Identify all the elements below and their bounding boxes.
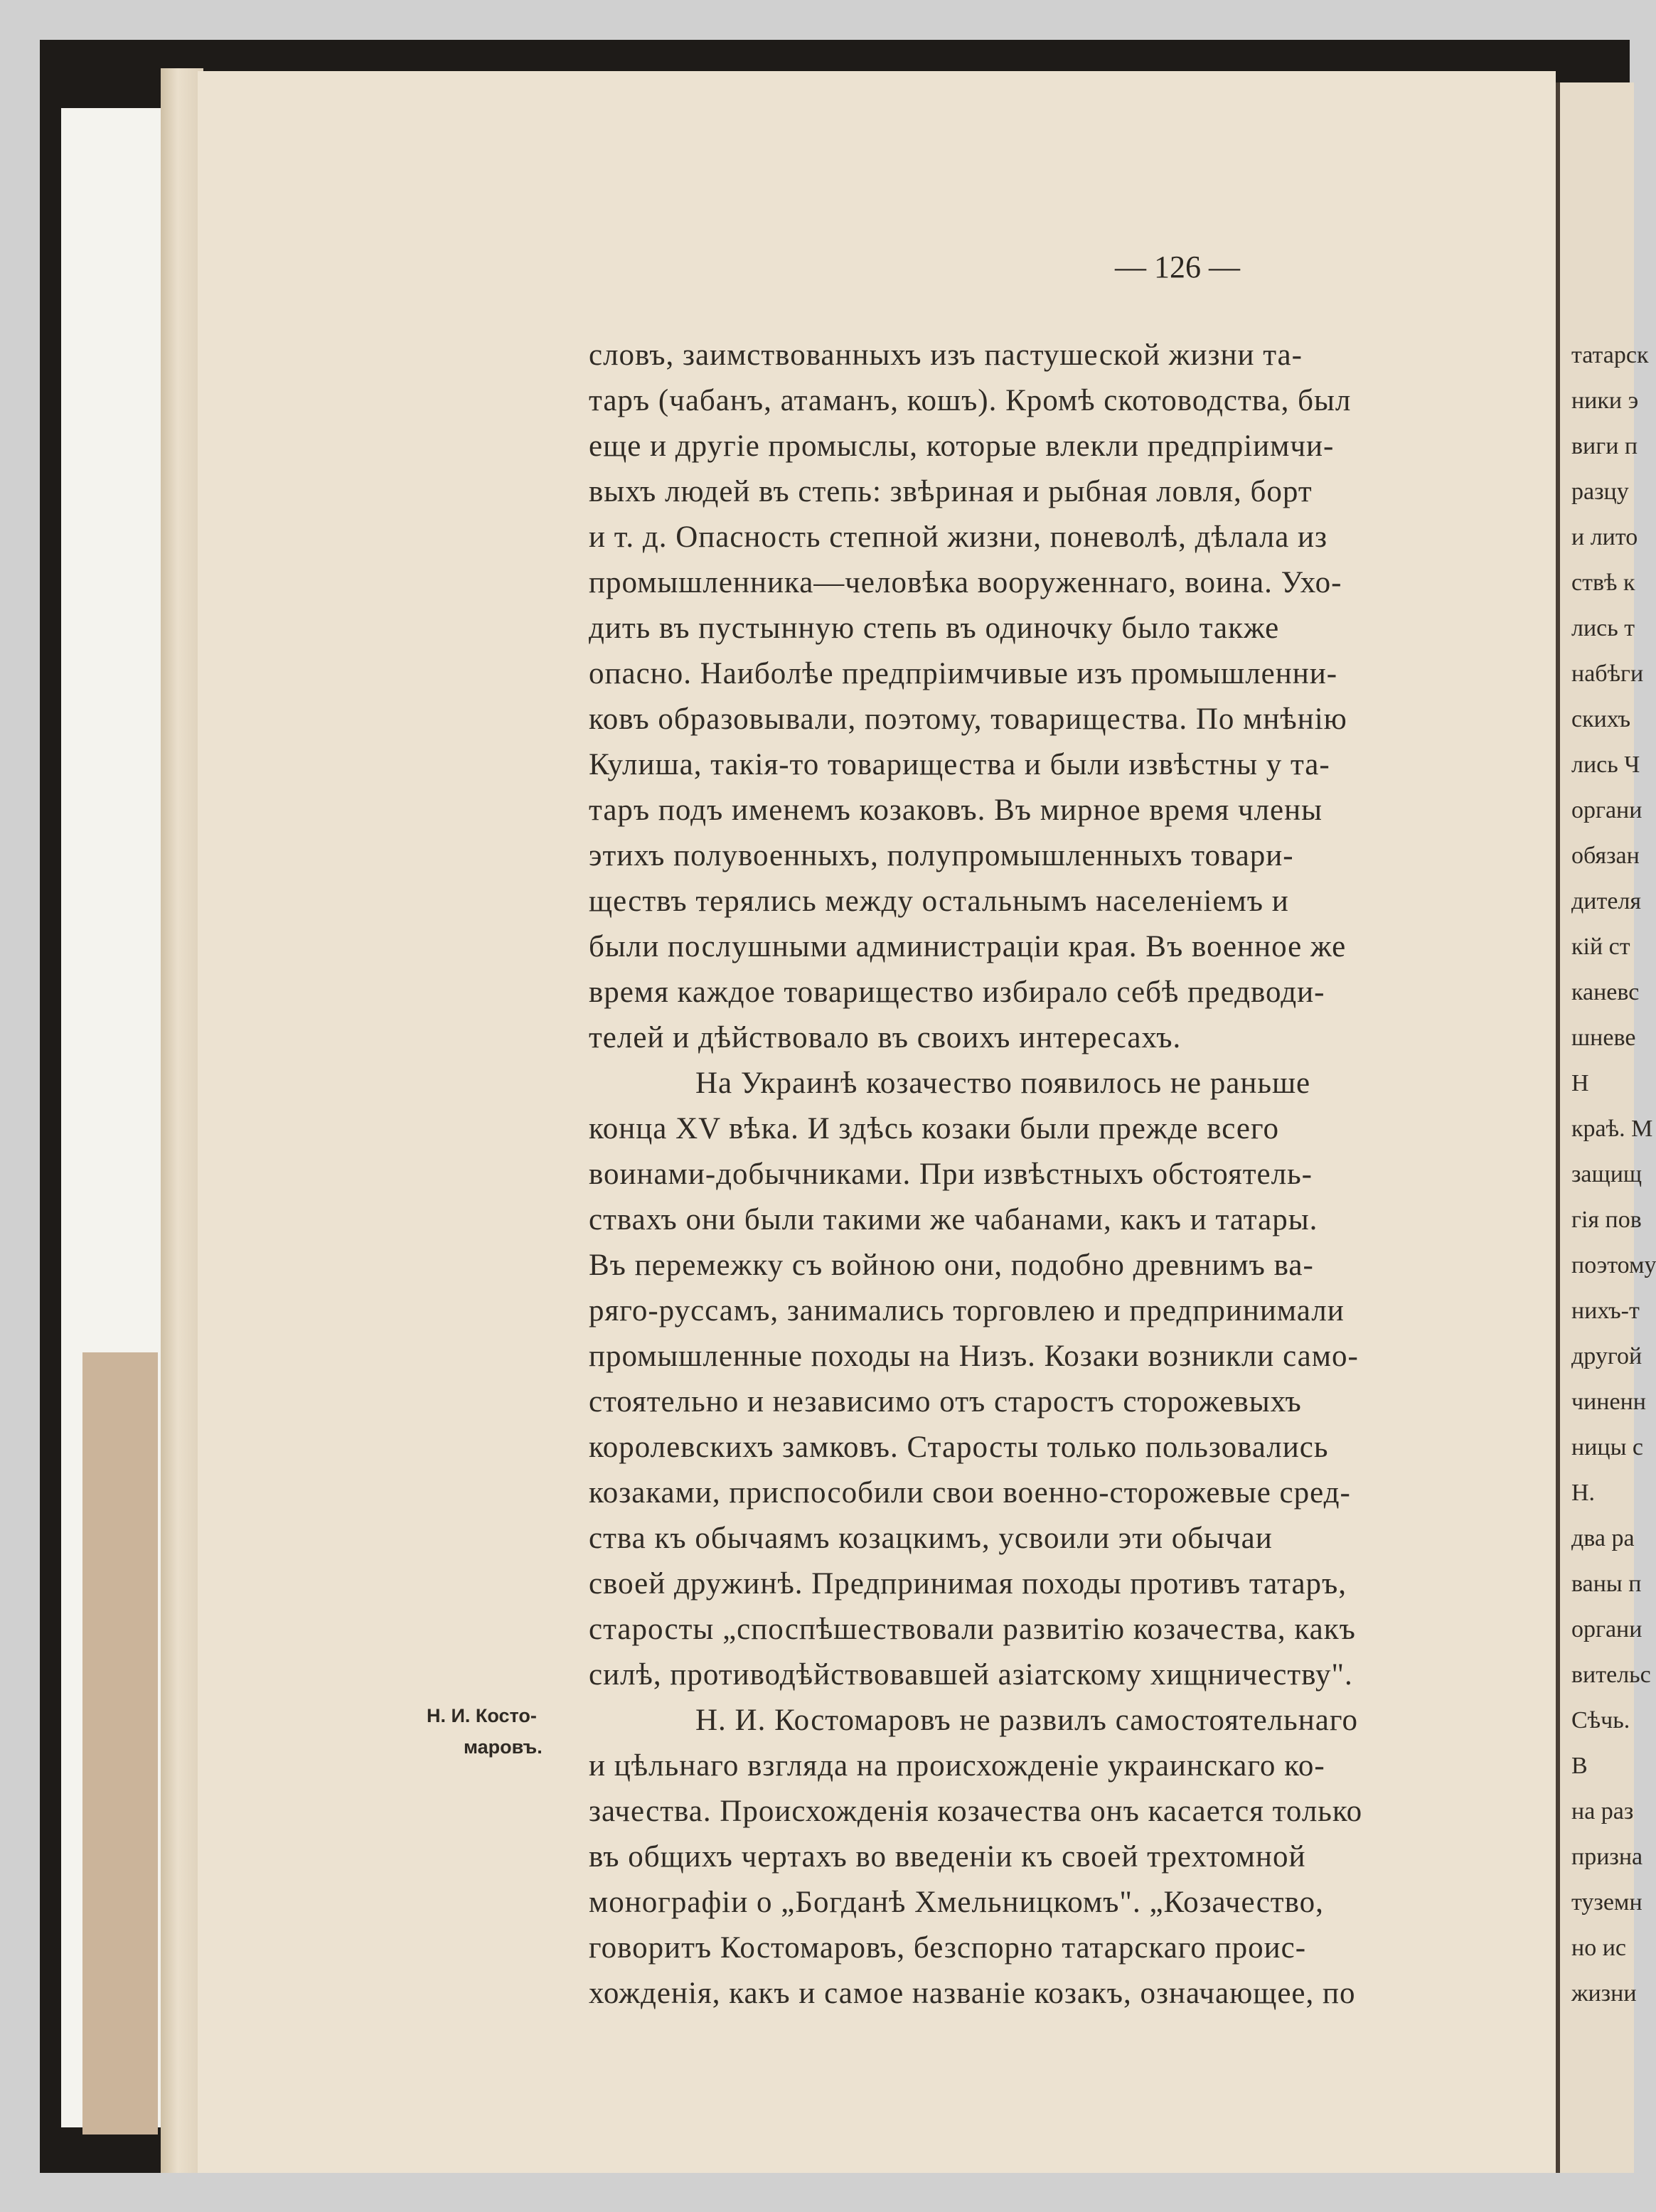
text-line: еще и другіе промыслы, которые влекли предпріимчи- bbox=[589, 429, 1335, 463]
facing-text-fragment: но ис bbox=[1571, 1935, 1626, 1961]
text-line: ковъ образовывали, поэтому, товарищества. По мнѣнію bbox=[589, 702, 1347, 736]
facing-text-fragment: набѣги bbox=[1571, 661, 1644, 687]
text-line: телей и дѣйствовало въ своихъ интересахъ. bbox=[589, 1021, 1182, 1054]
facing-text-fragment: ваны п bbox=[1571, 1571, 1642, 1597]
text-line: конца XV вѣка. И здѣсь козаки были прежде всего bbox=[589, 1112, 1280, 1145]
scan-background bbox=[40, 40, 1656, 2173]
facing-text-fragment: ствѣ к bbox=[1571, 570, 1635, 596]
facing-text-fragment: органи bbox=[1571, 1616, 1642, 1642]
facing-text-fragment: Сѣчь. bbox=[1571, 1707, 1630, 1733]
facing-text-fragment: лись Ч bbox=[1571, 752, 1640, 778]
facing-page bbox=[1556, 82, 1656, 2173]
facing-text-fragment: Н. bbox=[1571, 1480, 1596, 1506]
text-line: ства къ обычаямъ козацкимъ, усвоили эти обычаи bbox=[589, 1522, 1273, 1555]
facing-text-fragment: В bbox=[1571, 1753, 1588, 1779]
text-line: На Украинѣ козачество появилось не раньше bbox=[695, 1067, 1311, 1100]
facing-text-fragment: дителя bbox=[1571, 888, 1642, 914]
facing-text-fragment: защищ bbox=[1571, 1161, 1642, 1187]
text-line: силѣ, противодѣйствовавшей азіатскому хищничеству". bbox=[589, 1658, 1353, 1692]
text-line: хожденія, какъ и самое названіе козакъ, означающее, по bbox=[589, 1977, 1356, 2010]
text-line: дить въ пустынную степь въ одиночку было также bbox=[589, 611, 1280, 645]
text-line: ряго-руссамъ, занимались торговлею и предпринимали bbox=[589, 1294, 1345, 1327]
facing-text-fragment: гія пов bbox=[1571, 1207, 1642, 1233]
text-line: ствахъ они были такими же чабанами, какъ и татары. bbox=[589, 1203, 1318, 1236]
facing-text-fragment: краѣ. М bbox=[1571, 1116, 1653, 1142]
text-line: Въ перемежку съ войною они, подобно древнимъ ва- bbox=[589, 1249, 1314, 1282]
text-line: монографіи о „Богданѣ Хмельницкомъ". „Козачество, bbox=[589, 1886, 1324, 1919]
text-line: Кулиша, такія-то товарищества и были извѣстны у та- bbox=[589, 748, 1330, 781]
text-line: зачества. Происхожденія козачества онъ касается только bbox=[589, 1795, 1363, 1828]
text-line: воинами-добычниками. При извѣстныхъ обстоятель- bbox=[589, 1158, 1313, 1191]
facing-text-fragment: ницы с bbox=[1571, 1434, 1644, 1460]
facing-text-fragment: ники э bbox=[1571, 388, 1639, 414]
facing-text-fragment: виги п bbox=[1571, 433, 1638, 459]
facing-text-fragment: на раз bbox=[1571, 1798, 1634, 1824]
facing-text-fragment: и лито bbox=[1571, 524, 1638, 550]
facing-text-fragment: два ра bbox=[1571, 1525, 1635, 1551]
text-line: Н. И. Костомаровъ не развилъ самостоятельнаго bbox=[695, 1704, 1358, 1737]
facing-text-fragment: призна bbox=[1571, 1844, 1643, 1870]
text-line: и т. д. Опасность степной жизни, поневолѣ, дѣлала из bbox=[589, 520, 1328, 554]
text-line: выхъ людей въ степь: звѣриная и рыбная ловля, борт bbox=[589, 475, 1313, 508]
facing-text-fragment: татарск bbox=[1571, 342, 1649, 368]
text-line: промышленника—человѣка вооруженнаго, воина. Ухо- bbox=[589, 566, 1342, 599]
text-line: опасно. Наиболѣе предпріимчивые изъ промышленни- bbox=[589, 657, 1338, 690]
facing-text-fragment: жизни bbox=[1571, 1980, 1637, 2007]
facing-text-fragment: кій ст bbox=[1571, 934, 1630, 960]
text-line: этихъ полувоенныхъ, полупромышленныхъ товари- bbox=[589, 839, 1294, 872]
text-line: козаками, приспособили свои военно-сторожевые сред- bbox=[589, 1476, 1351, 1510]
side-note-line-2: маровъ. bbox=[464, 1736, 543, 1758]
facing-text-fragment: другой bbox=[1571, 1343, 1642, 1369]
text-line: были послушными администраціи края. Въ военное же bbox=[589, 930, 1347, 963]
facing-text-fragment: шневе bbox=[1571, 1025, 1636, 1051]
text-line: старосты „споспѣшествовали развитію козачества, какъ bbox=[589, 1613, 1356, 1646]
text-line: промышленные походы на Низъ. Козаки возникли само- bbox=[589, 1340, 1359, 1373]
text-line: словъ, заимствованныхъ изъ пастушеской жизни та- bbox=[589, 338, 1303, 372]
book-page bbox=[198, 71, 1556, 2173]
tan-bookmark-strip bbox=[82, 1352, 158, 2134]
text-line: время каждое товарищество избирало себѣ предводи- bbox=[589, 976, 1325, 1009]
facing-text-fragment: Н bbox=[1571, 1070, 1589, 1096]
side-note-line-1: Н. И. Косто- bbox=[427, 1705, 537, 1726]
facing-text-fragment: вительс bbox=[1571, 1662, 1651, 1688]
text-line: таръ подъ именемъ козаковъ. Въ мирное время члены bbox=[589, 794, 1323, 827]
facing-text-fragment: нихъ-т bbox=[1571, 1298, 1640, 1324]
facing-text-fragment: поэтому bbox=[1571, 1252, 1656, 1278]
text-line: ществъ терялись между остальнымъ населеніемъ и bbox=[589, 885, 1289, 918]
facing-text-fragment: органи bbox=[1571, 797, 1642, 823]
facing-text-fragment: скихъ bbox=[1571, 706, 1631, 732]
facing-text-fragment: разцу bbox=[1571, 479, 1629, 505]
text-line: своей дружинѣ. Предпринимая походы противъ татаръ, bbox=[589, 1567, 1347, 1601]
page-number: — 126 — bbox=[1115, 250, 1240, 284]
facing-text-fragment: чиненн bbox=[1571, 1389, 1646, 1415]
facing-text-fragment: туземн bbox=[1571, 1889, 1642, 1916]
text-line: въ общихъ чертахъ во введеніи къ своей трехтомной bbox=[589, 1840, 1306, 1874]
text-line: таръ (чабанъ, атаманъ, кошъ). Кромѣ скотоводства, был bbox=[589, 384, 1352, 417]
text-line: королевскихъ замковъ. Старосты только пользовались bbox=[589, 1431, 1329, 1464]
text-line: и цѣльнаго взгляда на происхожденіе украинскаго ко- bbox=[589, 1749, 1325, 1783]
facing-text-fragment: обязан bbox=[1571, 843, 1640, 869]
text-line: говоритъ Костомаровъ, безспорно татарскаго проис- bbox=[589, 1931, 1307, 1965]
facing-text-fragment: лись т bbox=[1571, 615, 1635, 641]
facing-text-fragment: каневс bbox=[1571, 979, 1640, 1005]
text-line: стоятельно и независимо отъ старостъ сторожевыхъ bbox=[589, 1385, 1302, 1418]
book-page-edges bbox=[161, 68, 203, 2173]
